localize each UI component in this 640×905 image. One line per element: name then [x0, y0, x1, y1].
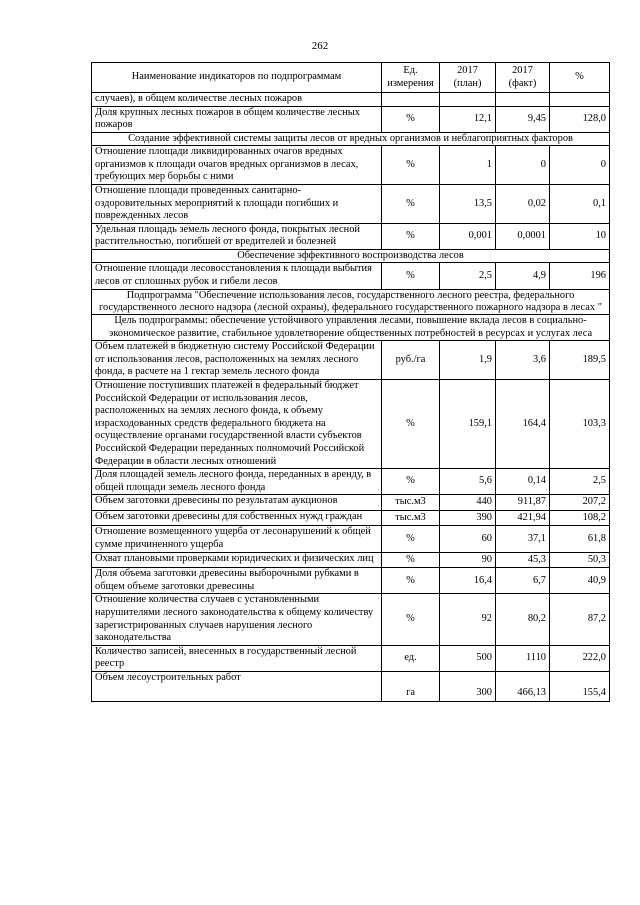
indicator-plan: 2,5 [440, 263, 496, 289]
indicator-plan: 440 [440, 495, 496, 511]
header-fact-2017: 2017 (факт) [496, 63, 550, 93]
indicator-percent: 10 [550, 223, 610, 249]
table-row [92, 552, 610, 568]
indicator-percent: 61,8 [550, 526, 610, 552]
indicator-fact: 421,94 [496, 510, 550, 526]
header-unit: Ед. измерения [382, 63, 440, 93]
table-row [92, 379, 610, 468]
indicator-name: Отношение площади ликвидированных очагов вредных организмов к площади очагов вредных организмов в лесах, требующих мер борьбы с ними [92, 146, 382, 185]
table-row [92, 645, 610, 671]
table-row [92, 106, 610, 132]
indicator-unit: % [382, 263, 440, 289]
indicator-name: Отношение количества случаев с установленными нарушителями лесного законодательства к общему количеству зарегистрированных случаев нарушения лесного законодательства [92, 594, 382, 645]
indicator-percent [550, 93, 610, 107]
indicator-unit: % [382, 469, 440, 495]
indicator-fact: 3,6 [496, 341, 550, 380]
indicator-name: Доля площадей земель лесного фонда, переданных в аренду, в общей площади земель лесного фонда [92, 469, 382, 495]
table-row [92, 469, 610, 495]
subprogram-goal: Цель подпрограммы: обеспечение устойчивого управления лесами, повышение вклада лесов в социально-экономическое развитие, стабильное удовлетворение общественных потребностей в ресурсах и услугах леса [92, 315, 610, 341]
indicator-fact: 80,2 [496, 594, 550, 645]
indicator-unit [382, 93, 440, 107]
table-row [92, 594, 610, 645]
indicator-unit: % [382, 146, 440, 185]
table-row [92, 568, 610, 594]
section-title: Обеспечение эффективного воспроизводства лесов [92, 249, 610, 262]
indicator-fact: 37,1 [496, 526, 550, 552]
indicator-percent: 2,5 [550, 469, 610, 495]
section-title: Создание эффективной системы защиты лесов от вредных организмов и неблагоприятных факторов [92, 132, 610, 145]
table-row [92, 495, 610, 511]
table-row [92, 510, 610, 526]
indicator-unit: % [382, 526, 440, 552]
indicator-unit: тыс.м3 [382, 495, 440, 511]
indicator-percent: 103,3 [550, 379, 610, 468]
indicator-unit: % [382, 106, 440, 132]
indicator-unit: % [382, 594, 440, 645]
indicator-percent: 108,2 [550, 510, 610, 526]
indicator-percent: 40,9 [550, 568, 610, 594]
indicator-plan: 13,5 [440, 184, 496, 223]
indicator-plan: 1 [440, 146, 496, 185]
indicator-unit: руб./га [382, 341, 440, 380]
section-row [92, 315, 610, 341]
indicator-name: Объем платежей в бюджетную систему Российской Федерации от использования лесов, расположенных на землях лесного фонда, в расчете на 1 гектар земель лесного фонда [92, 341, 382, 380]
indicators-table [91, 62, 610, 702]
indicator-plan: 92 [440, 594, 496, 645]
indicator-percent: 50,3 [550, 552, 610, 568]
indicator-plan: 90 [440, 552, 496, 568]
indicator-fact: 0,14 [496, 469, 550, 495]
indicator-plan: 60 [440, 526, 496, 552]
section-row [92, 249, 610, 262]
indicator-fact: 45,3 [496, 552, 550, 568]
indicator-unit: % [382, 379, 440, 468]
table-row [92, 93, 610, 107]
indicator-percent: 128,0 [550, 106, 610, 132]
indicator-fact: 0,02 [496, 184, 550, 223]
indicator-unit: га [382, 672, 440, 702]
indicator-percent: 155,4 [550, 672, 610, 702]
indicator-name: Отношение площади лесовосстановления к площади выбытия лесов от сплошных рубок и гибели лесов [92, 263, 382, 289]
indicator-unit: % [382, 223, 440, 249]
indicator-plan: 16,4 [440, 568, 496, 594]
indicator-percent: 0,1 [550, 184, 610, 223]
table-row [92, 184, 610, 223]
indicator-percent: 189,5 [550, 341, 610, 380]
indicator-plan: 390 [440, 510, 496, 526]
indicator-name: Охват плановыми проверками юридических и физических лиц [92, 552, 382, 568]
table-row [92, 263, 610, 289]
indicator-fact: 0 [496, 146, 550, 185]
section-row [92, 289, 610, 315]
indicator-percent: 0 [550, 146, 610, 185]
indicator-plan: 159,1 [440, 379, 496, 468]
indicator-name: Отношение площади проведенных санитарно-оздоровительных мероприятий к площади погибших и поврежденных лесов [92, 184, 382, 223]
indicator-plan: 1,9 [440, 341, 496, 380]
indicator-plan: 0,001 [440, 223, 496, 249]
page-number: 262 [311, 40, 329, 52]
indicator-name: Доля крупных лесных пожаров в общем количестве лесных пожаров [92, 106, 382, 132]
indicator-percent: 196 [550, 263, 610, 289]
indicator-unit: тыс.м3 [382, 510, 440, 526]
indicator-name: Объем лесоустроительных работ [92, 672, 382, 702]
indicator-fact: 0,0001 [496, 223, 550, 249]
header-percent: % [550, 63, 610, 93]
table-row [92, 672, 610, 702]
indicator-name: Объем заготовки древесины по результатам аукционов [92, 495, 382, 511]
indicator-fact: 164,4 [496, 379, 550, 468]
subprogram-title: Подпрограмма "Обеспечение использования лесов, государственного лесного реестра, федерального государственного лесного надзора (лесной охраны), федерального государственного пожарного надзора в лесах " [92, 289, 610, 315]
indicator-fact: 911,87 [496, 495, 550, 511]
indicator-plan: 5,6 [440, 469, 496, 495]
indicator-fact: 466,13 [496, 672, 550, 702]
indicator-fact: 4,9 [496, 263, 550, 289]
table-row [92, 341, 610, 380]
indicator-plan: 12,1 [440, 106, 496, 132]
indicator-name: Отношение возмещенного ущерба от лесонарушений к общей сумме причиненного ущерба [92, 526, 382, 552]
indicator-unit: % [382, 568, 440, 594]
table-row [92, 223, 610, 249]
table-row [92, 146, 610, 185]
indicator-fact: 1110 [496, 645, 550, 671]
indicator-name: случаев), в общем количестве лесных пожаров [92, 93, 382, 107]
indicator-name: Удельная площадь земель лесного фонда, покрытых лесной растительностью, погибшей от вредителей и болезней [92, 223, 382, 249]
indicator-name: Объем заготовки древесины для собственных нужд граждан [92, 510, 382, 526]
header-indicator-name: Наименование индикаторов по подпрограммам [92, 63, 382, 93]
indicator-name: Доля объема заготовки древесины выборочными рубками в общем объеме заготовки древесины [92, 568, 382, 594]
indicator-name: Количество записей, внесенных в государственный лесной реестр [92, 645, 382, 671]
indicator-plan: 300 [440, 672, 496, 702]
header-plan-2017: 2017 (план) [440, 63, 496, 93]
indicator-plan [440, 93, 496, 107]
indicator-fact: 6,7 [496, 568, 550, 594]
table-header-row [92, 63, 610, 93]
indicator-unit: ед. [382, 645, 440, 671]
indicator-fact [496, 93, 550, 107]
indicator-unit: % [382, 184, 440, 223]
section-row [92, 132, 610, 145]
indicator-percent: 87,2 [550, 594, 610, 645]
indicator-plan: 500 [440, 645, 496, 671]
indicator-percent: 222,0 [550, 645, 610, 671]
indicator-fact: 9,45 [496, 106, 550, 132]
indicator-name: Отношение поступивших платежей в федеральный бюджет Российской Федерации от использования лесов, расположенных на землях лесного фонда, к объему израсходованных средств федерального бюджета на осуществление органами государственной власти субъектов Российской Федерации переданных полномочий Российской Федерации в области лесных отношений [92, 379, 382, 468]
indicator-percent: 207,2 [550, 495, 610, 511]
table-row [92, 526, 610, 552]
indicator-unit: % [382, 552, 440, 568]
